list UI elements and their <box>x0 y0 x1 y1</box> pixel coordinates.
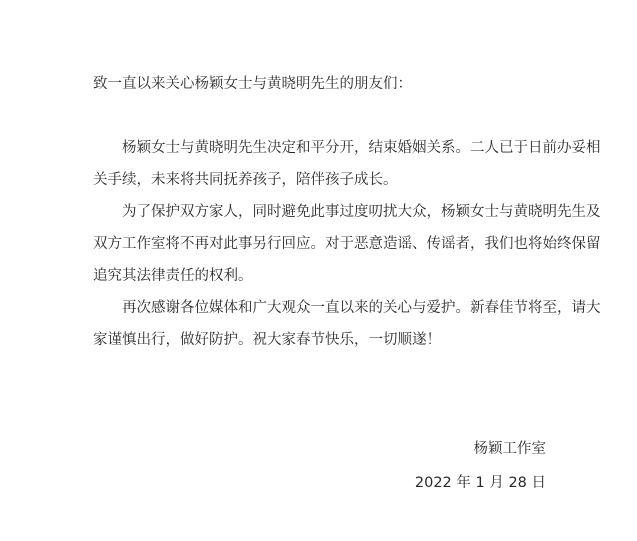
paragraph-1 <box>93 132 601 196</box>
paragraph-line: 双方工作室将不再对此事另行回应。对于恶意造谣、传谣者，我们也将始终保留 <box>93 236 601 252</box>
paragraph-3 <box>93 292 601 356</box>
signature: 杨颖工作室 <box>473 441 546 457</box>
salutation: 致一直以来关心杨颖女士与黄晓明先生的朋友们： <box>93 76 412 92</box>
paragraph-2 <box>93 196 601 292</box>
paragraph-line: 家谨慎出行，做好防护。祝大家春节快乐，一切顺遂！ <box>93 332 441 348</box>
paragraph-line: 为了保护双方家人，同时避免此事过度叨扰大众，杨颖女士与黄晓明先生及 <box>122 204 601 220</box>
paragraph-line: 再次感谢各位媒体和广大观众一直以来的关心与爱护。新春佳节将至，请大 <box>122 300 601 316</box>
paragraph-line: 杨颖女士与黄晓明先生决定和平分开，结束婚姻关系。二人已于日前办妥相 <box>122 140 601 156</box>
date: 2022 年 1 月 28 日 <box>414 475 546 491</box>
paragraph-line: 关手续，未来将共同抚养孩子，陪伴孩子成长。 <box>93 172 398 188</box>
paragraph-line: 追究其法律责任的权利。 <box>93 268 253 284</box>
